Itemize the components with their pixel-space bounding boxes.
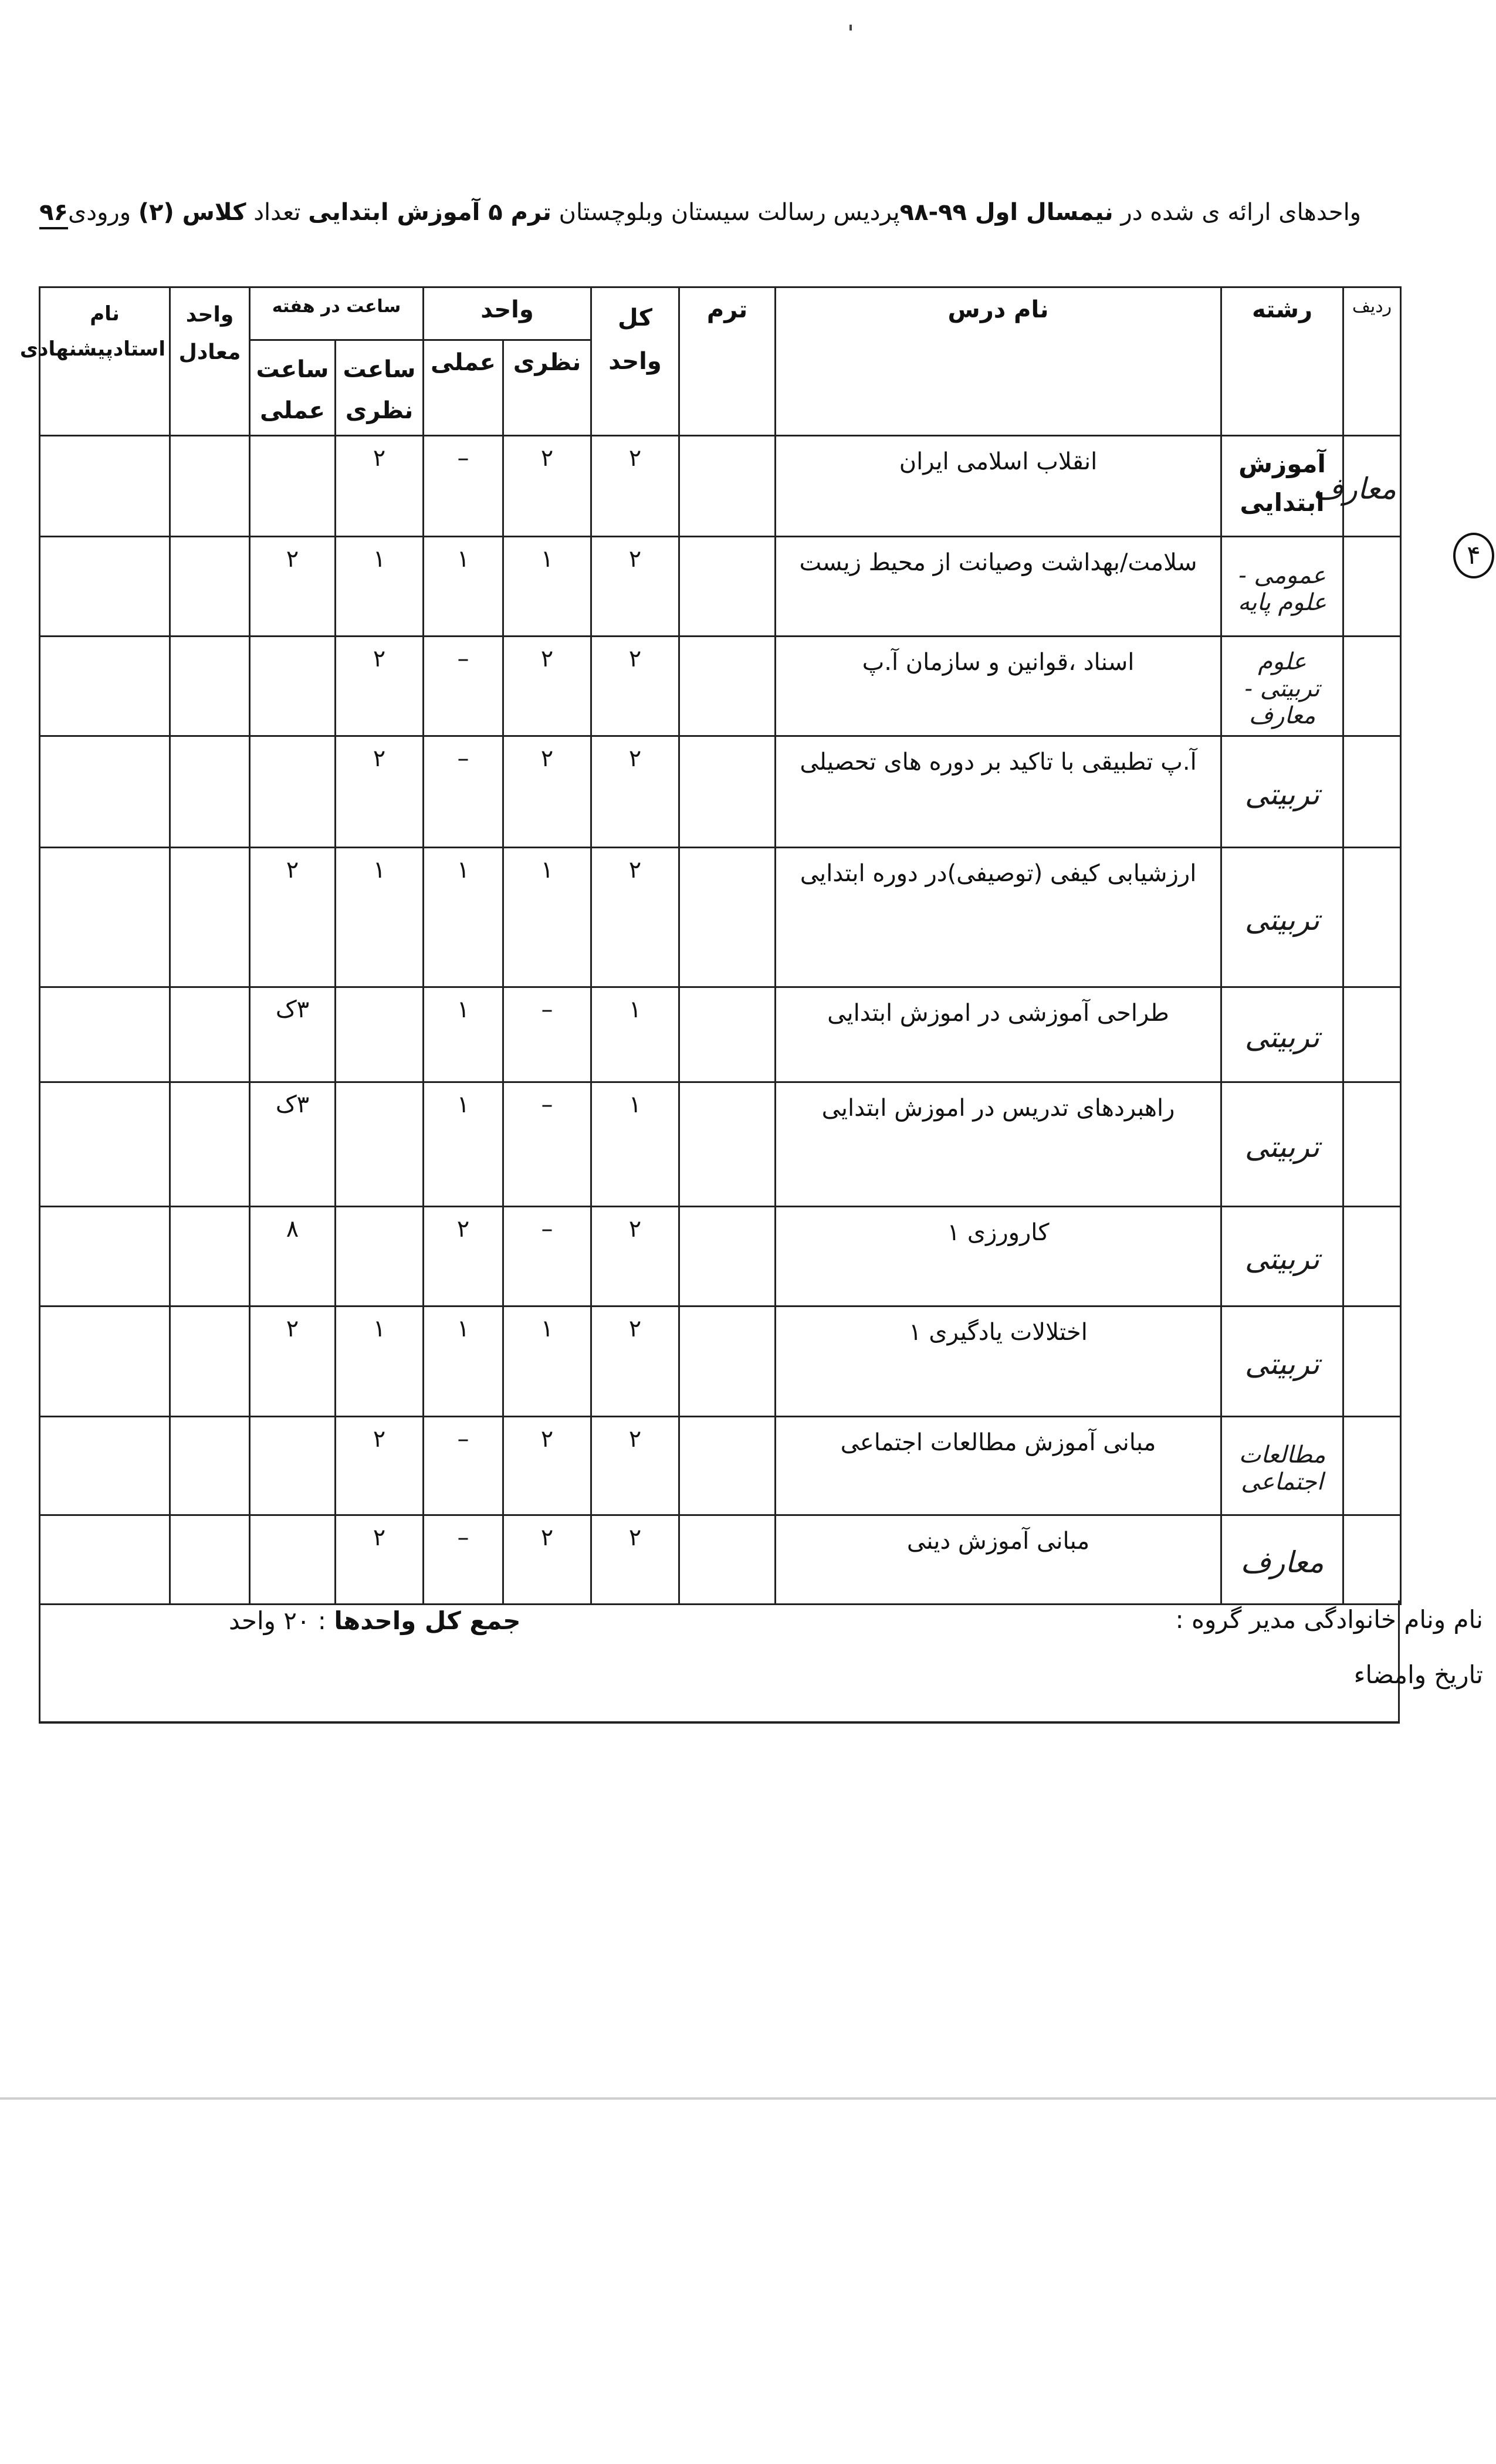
units-theory-cell: ۲ [503,1417,591,1515]
table-row [40,1082,1401,1207]
course-cell: اختلالات یادگیری ۱ [776,1307,1221,1417]
units-theory-cell: – [503,1082,591,1207]
row-no-cell [1343,1207,1401,1307]
equivalent-unit-cell [170,537,250,637]
hours-practical-cell: ۲ [250,1307,336,1417]
units-theory-cell: – [503,987,591,1082]
course-cell: آ.پ تطبیقی با تاکید بر دوره های تحصیلی [776,736,1221,848]
course-cell: سلامت/بهداشت وصیانت از محیط زیست [776,537,1221,637]
hours-practical-cell [250,436,336,537]
table-row [40,1207,1401,1307]
table-row [40,736,1401,848]
hours-theory-cell: ۲ [336,637,424,736]
hours-practical-cell: ۳ک [250,1082,336,1207]
units-practical-cell: ۱ [424,1307,503,1417]
table-row [40,1417,1401,1515]
instructor-cell [40,537,170,637]
units-theory-cell: ۱ [503,848,591,987]
hours-practical-cell [250,1515,336,1605]
units-practical-cell: ۱ [424,848,503,987]
instructor-cell [40,848,170,987]
term-cell [679,987,776,1082]
table-row [40,1307,1401,1417]
total-units [229,1606,521,1635]
course-cell: طراحی آموزشی در اموزش ابتدایی [776,987,1221,1082]
major-cell: معارف [1221,1515,1343,1605]
manager-name-label: نام ونام خانوادگی مدیر گروه : [1175,1605,1483,1634]
header-part1: واحدهای ارائه ی شده در [1113,199,1361,226]
hours-practical-cell [250,736,336,848]
table-row [40,637,1401,736]
col-course-name: نام درس [776,287,1221,436]
hours-practical-cell: ۲ [250,537,336,637]
total-units-cell: ۲ [591,436,679,537]
equivalent-unit-cell [170,1307,250,1417]
hours-theory-cell: ۱ [336,1307,424,1417]
col-units-theory: نظری [503,340,591,436]
term-cell [679,1207,776,1307]
header-term: ترم ۵ آموزش ابتدایی [308,199,551,226]
hours-theory-cell [336,1207,424,1307]
major-cell: تربیتی [1221,1207,1343,1307]
row-no-cell [1343,1082,1401,1207]
instructor-cell [40,436,170,537]
term-cell [679,1417,776,1515]
units-theory-cell: ۲ [503,736,591,848]
row-no-cell [1343,637,1401,736]
equivalent-unit-cell [170,848,250,987]
col-equivalent-unit: واحد معادل [170,287,250,436]
row-no-cell: معارف [1343,436,1401,537]
col-row-no: ردیف [1343,287,1401,436]
hours-practical-cell [250,1417,336,1515]
col-units: واحد [424,287,591,340]
units-practical-cell: – [424,1515,503,1605]
col-units-practical: عملی [424,340,503,436]
hours-theory-cell: ۲ [336,736,424,848]
total-units-label: جمع کل واحدها [334,1606,521,1635]
units-theory-cell: ۲ [503,436,591,537]
row-no-cell [1343,537,1401,637]
total-units-cell: ۲ [591,736,679,848]
table-row [40,1515,1401,1605]
col-weekly-hours: ساعت در هفته [250,287,424,340]
major-cell: عمومی - علوم پایه [1221,537,1343,637]
total-units-cell: ۲ [591,1207,679,1307]
col-total-units: کل واحد [591,287,679,436]
equivalent-unit-cell [170,436,250,537]
instructor-cell [40,1207,170,1307]
hours-theory-cell: ۱ [336,537,424,637]
units-theory-cell: ۲ [503,637,591,736]
hours-theory-cell [336,987,424,1082]
instructor-cell [40,1082,170,1207]
equivalent-unit-cell [170,1515,250,1605]
hours-practical-cell: ۳ک [250,987,336,1082]
major-cell: تربیتی [1221,987,1343,1082]
major-cell: آموزش ابتدایی [1221,436,1343,537]
side-note-circle: ۴ [1453,533,1494,578]
scan-mark [849,25,852,31]
term-cell [679,848,776,987]
row-no-cell [1343,1515,1401,1605]
document-header [39,189,1361,236]
units-practical-cell: – [424,736,503,848]
instructor-cell [40,637,170,736]
header-part4: ورودی [67,199,138,226]
total-units-cell: ۲ [591,537,679,637]
units-practical-cell: – [424,637,503,736]
hours-practical-cell: ۸ [250,1207,336,1307]
term-cell [679,637,776,736]
date-signature-label: تاریخ وامضاء [1353,1660,1483,1689]
major-cell: تربیتی [1221,1307,1343,1417]
row-no-cell [1343,848,1401,987]
col-hours-theory: ساعت نظری [336,340,424,436]
term-cell [679,1515,776,1605]
units-theory-cell: ۲ [503,1515,591,1605]
course-cell: کارورزی ۱ [776,1207,1221,1307]
instructor-cell [40,1417,170,1515]
total-units-cell: ۲ [591,637,679,736]
header-class-count: کلاس (۲) [138,199,246,226]
major-cell: مطالعات اجتماعی [1221,1417,1343,1515]
term-cell [679,1307,776,1417]
instructor-cell [40,1307,170,1417]
course-cell: انقلاب اسلامی ایران [776,436,1221,537]
total-units-cell: ۱ [591,1082,679,1207]
instructor-cell [40,1515,170,1605]
course-cell: مبانی آموزش مطالعات اجتماعی [776,1417,1221,1515]
hours-practical-cell: ۲ [250,848,336,987]
col-major: رشته [1221,287,1343,436]
table-row [40,537,1401,637]
total-units-cell: ۲ [591,1307,679,1417]
col-hours-practical: ساعت عملی [250,340,336,436]
units-practical-cell: ۱ [424,987,503,1082]
row-no-cell [1343,736,1401,848]
hours-theory-cell: ۱ [336,848,424,987]
row-no-cell [1343,987,1401,1082]
hours-theory-cell [336,1082,424,1207]
header-semester: نیمسال اول ۹۹-۹۸ [899,199,1113,226]
units-theory-cell: – [503,1207,591,1307]
total-units-value: : ۲۰ واحد [229,1606,326,1635]
units-theory-cell: ۱ [503,1307,591,1417]
units-theory-cell: ۱ [503,537,591,637]
units-practical-cell: – [424,436,503,537]
total-units-cell: ۲ [591,1417,679,1515]
col-term: ترم [679,287,776,436]
hours-theory-cell: ۲ [336,1515,424,1605]
units-practical-cell: ۲ [424,1207,503,1307]
instructor-cell [40,987,170,1082]
term-cell [679,736,776,848]
equivalent-unit-cell [170,1417,250,1515]
term-cell [679,537,776,637]
units-practical-cell: – [424,1417,503,1515]
hours-practical-cell [250,637,336,736]
term-cell [679,436,776,537]
header-entry-year: ۹۶ [39,199,68,229]
equivalent-unit-cell [170,637,250,736]
units-table [19,286,1402,1605]
equivalent-unit-cell [170,1207,250,1307]
table-row [40,987,1401,1082]
hours-theory-cell: ۲ [336,436,424,537]
major-cell: تربیتی [1221,736,1343,848]
equivalent-unit-cell [170,1082,250,1207]
row-no-cell [1343,1307,1401,1417]
course-cell: مبانی آموزش دینی [776,1515,1221,1605]
term-cell [679,1082,776,1207]
major-cell: تربیتی [1221,1082,1343,1207]
header-part3: تعداد [246,199,309,226]
header-part2: پردیس رسالت سیستان وبلوچستان [551,199,900,226]
blank-area [0,2100,1496,2464]
hours-theory-cell: ۲ [336,1417,424,1515]
major-cell: علوم تربیتی - معارف [1221,637,1343,736]
col-proposed-instructor: نام استادپیشنهادی [40,287,170,436]
equivalent-unit-cell [170,736,250,848]
units-practical-cell: ۱ [424,1082,503,1207]
total-units-cell: ۲ [591,848,679,987]
course-cell: ارزشیابی کیفی (توصیفی)در دوره ابتدایی [776,848,1221,987]
row-no-cell [1343,1417,1401,1515]
total-units-cell: ۱ [591,987,679,1082]
table-row [40,848,1401,987]
table-row [40,436,1401,537]
major-cell: تربیتی [1221,848,1343,987]
course-cell: راهبردهای تدریس در اموزش ابتدایی [776,1082,1221,1207]
equivalent-unit-cell [170,987,250,1082]
instructor-cell [40,736,170,848]
total-units-cell: ۲ [591,1515,679,1605]
course-cell: اسناد ،قوانین و سازمان آ.پ [776,637,1221,736]
units-practical-cell: ۱ [424,537,503,637]
